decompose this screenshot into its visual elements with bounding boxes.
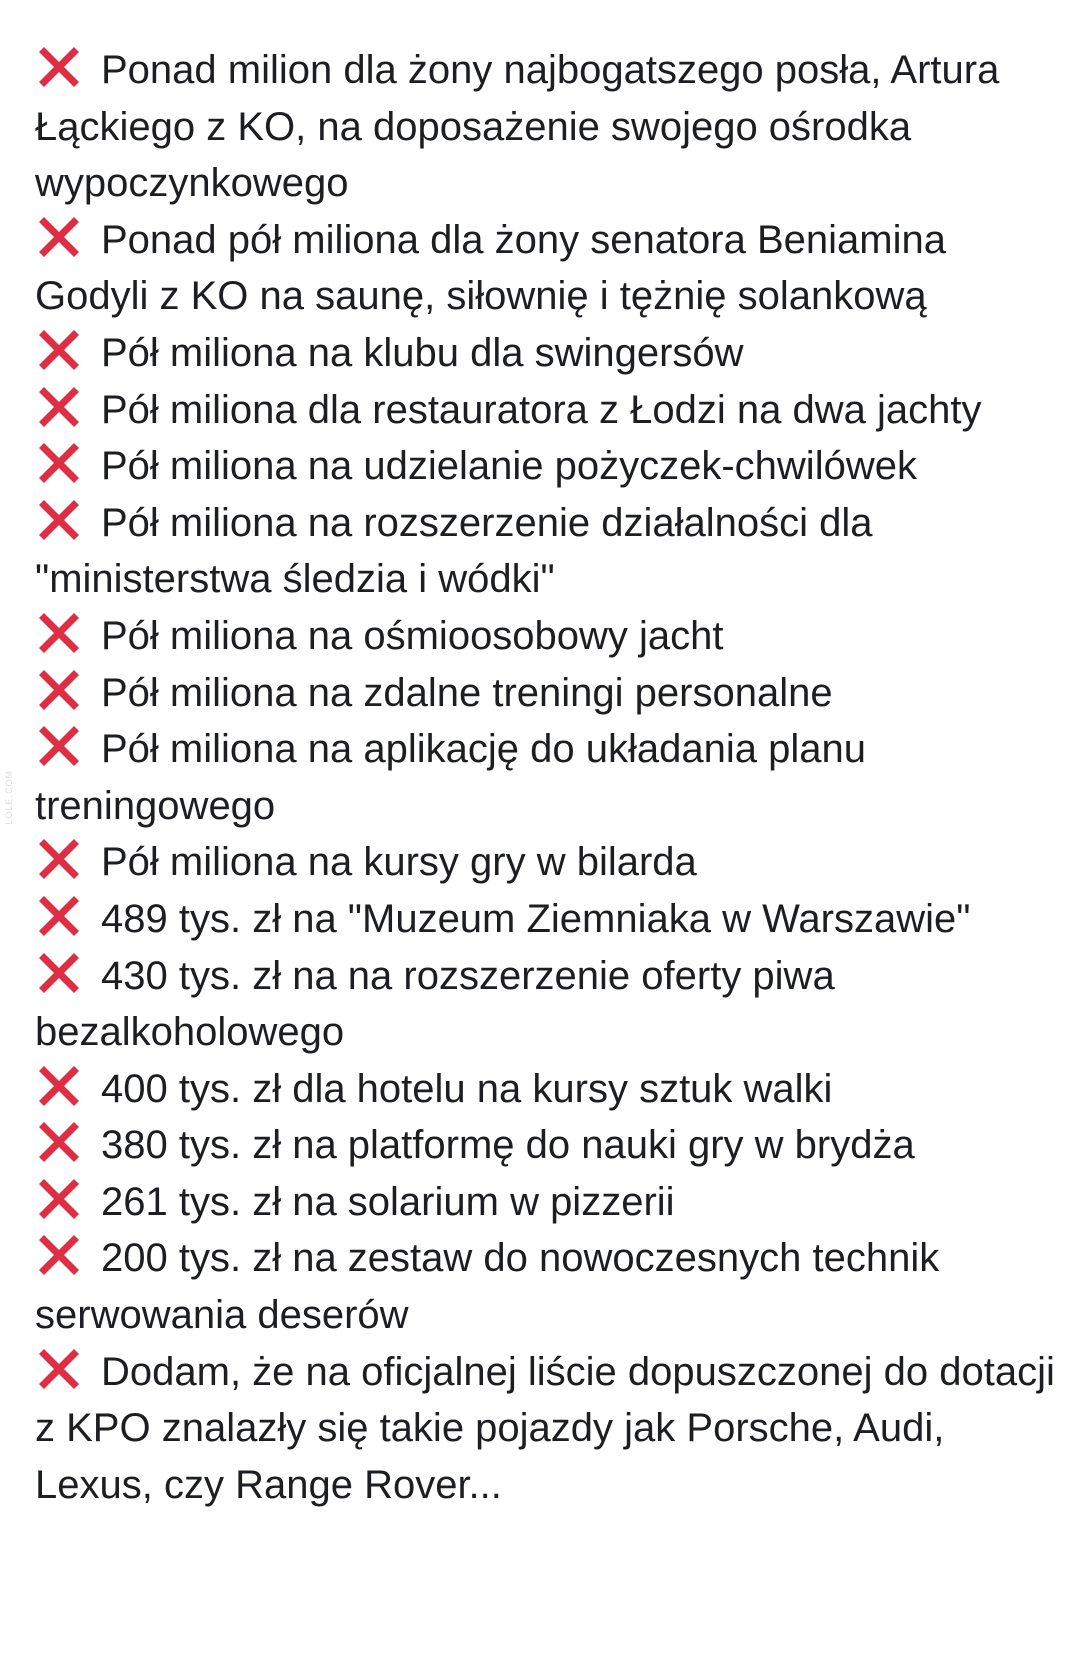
list-item bbox=[35, 1174, 1055, 1231]
list-item-text: Pół miliona na zdalne treningi personalne bbox=[101, 670, 833, 715]
list-item bbox=[35, 1344, 1055, 1514]
list-item bbox=[35, 325, 1055, 382]
list-item-text: Pół miliona dla restauratora z Łodzi na dwa jachty bbox=[101, 387, 982, 432]
list-item-text: 489 tys. zł na "Muzeum Ziemniaka w Warszawie" bbox=[101, 896, 971, 941]
list-item-text: Dodam, że na oficjalnej liście dopuszczonej do dotacji z KPO znalazły się takie pojazdy jak Porsche, Audi, Lexus, czy Range Rover... bbox=[35, 1349, 1055, 1507]
list-item bbox=[35, 495, 1055, 608]
cross-mark-icon bbox=[35, 496, 83, 544]
list-item-text: Pół miliona na udzielanie pożyczek-chwilówek bbox=[101, 444, 917, 489]
list-item-text: 380 tys. zł na platformę do nauki gry w brydża bbox=[101, 1123, 915, 1168]
list-item bbox=[35, 948, 1055, 1061]
cross-mark-icon bbox=[35, 326, 83, 374]
cross-mark-icon bbox=[35, 43, 83, 91]
list-item bbox=[35, 891, 1055, 948]
list-item-text: 430 tys. zł na na rozszerzenie oferty piwa bezalkoholowego bbox=[35, 953, 835, 1055]
cross-mark-icon bbox=[35, 1118, 83, 1166]
list-item bbox=[35, 212, 1055, 325]
cross-mark-icon bbox=[35, 1345, 83, 1393]
cross-mark-icon bbox=[35, 1231, 83, 1279]
cross-mark-icon bbox=[35, 666, 83, 714]
list-item-text: Pół miliona na klubu dla swingersów bbox=[101, 330, 744, 375]
cross-mark-icon bbox=[35, 949, 83, 997]
list-item-text: 261 tys. zł na solarium w pizzerii bbox=[101, 1179, 675, 1224]
list-item bbox=[35, 665, 1055, 722]
list-item-text: Pół miliona na rozszerzenie działalności dla "ministerstwa śledzia i wódki" bbox=[35, 500, 873, 602]
list-item bbox=[35, 1230, 1055, 1343]
cross-mark-icon bbox=[35, 1062, 83, 1110]
list-item-text: 200 tys. zł na zestaw do nowoczesnych technik serwowania deserów bbox=[35, 1236, 940, 1338]
list-item bbox=[35, 608, 1055, 665]
list-item-text: 400 tys. zł dla hotelu na kursy sztuk walki bbox=[101, 1066, 833, 1111]
cross-mark-icon bbox=[35, 383, 83, 431]
list-item-text: Pół miliona na kursy gry w bilarda bbox=[101, 840, 697, 885]
list-item-text: Ponad pół miliona dla żony senatora Beniamina Godyli z KO na saunę, siłownię i tężnię solankową bbox=[35, 217, 946, 319]
list-item-text: Pół miliona na ośmioosobowy jacht bbox=[101, 613, 724, 658]
list-item bbox=[35, 1117, 1055, 1174]
post-text bbox=[35, 42, 1055, 1513]
cross-mark-icon bbox=[35, 609, 83, 657]
cross-mark-icon bbox=[35, 1175, 83, 1223]
list-item bbox=[35, 438, 1055, 495]
list-item bbox=[35, 382, 1055, 439]
cross-mark-icon bbox=[35, 835, 83, 883]
watermark: LOLE.COM bbox=[4, 770, 14, 825]
list-item bbox=[35, 1061, 1055, 1118]
cross-mark-icon bbox=[35, 892, 83, 940]
cross-mark-icon bbox=[35, 439, 83, 487]
list-item bbox=[35, 42, 1055, 212]
list-item-text: Ponad milion dla żony najbogatszego posła, Artura Łąckiego z KO, na doposażenie swojego ośrodka wypoczynkowego bbox=[35, 48, 1000, 206]
cross-mark-icon bbox=[35, 213, 83, 261]
list-item bbox=[35, 834, 1055, 891]
list-item bbox=[35, 721, 1055, 834]
cross-mark-icon bbox=[35, 722, 83, 770]
list-item-text: Pół miliona na aplikację do układania planu treningowego bbox=[35, 727, 866, 828]
